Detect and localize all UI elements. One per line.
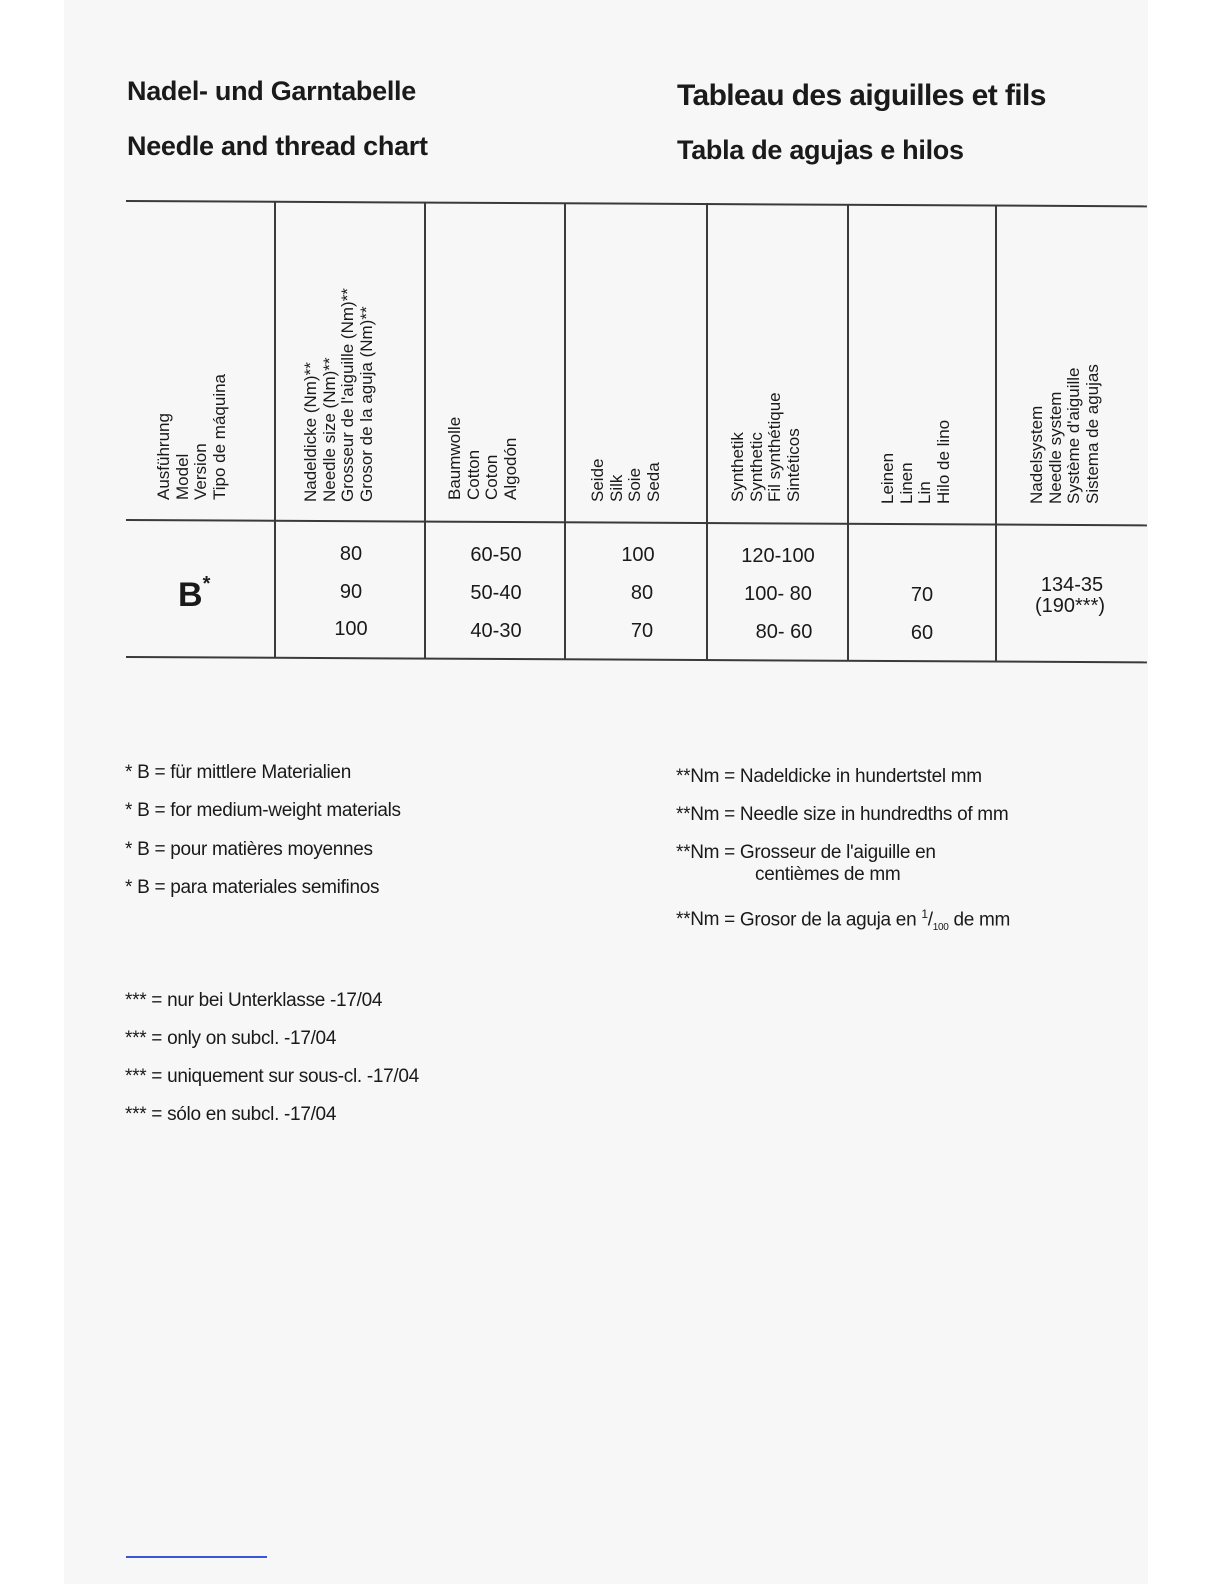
header-line: Soie [625,467,644,502]
footnote-line [125,990,382,1012]
footnote-key: * B [125,839,150,860]
synthetic-value: 120-100 [741,545,815,567]
footnote-eq: = [151,1104,163,1125]
silk-value: 100 [621,544,655,566]
model-cell [178,572,211,615]
header-line: Needle system [1045,391,1065,504]
needle-system-value: 134-35 [1040,574,1104,596]
header-line: Sintéticos [783,428,803,502]
footnote-text: pour matières moyennes [170,839,373,860]
footnote-line [676,766,982,788]
footnote-text: Grosseur de l'aiguille en [739,842,936,863]
header-synthetic [729,392,803,502]
footnote-key: * B [125,800,150,821]
header-line: Linen [896,462,916,504]
footnote-key: *** [125,1066,147,1087]
header-line: Sistema de agujas [1082,364,1102,504]
title-german: Nadel- und Garntabelle [127,76,416,106]
header-line: Hilo de lino [933,419,953,504]
header-line: Coton [482,454,501,500]
footnote-eq: = [151,1028,163,1049]
header-line: Algodón [500,437,520,500]
header-line: Baumwolle [445,416,464,500]
footnote-line: **Nm = Grosor de la aguja en $^1/_{100}$ de mm [676,907,1011,934]
footnote-eq: = [724,842,735,863]
header-needle-size [302,288,376,502]
footnote-key: * B [125,762,150,783]
footnote-eq: = [151,990,163,1011]
footnote-key: **Nm [676,909,720,931]
header-line: Version [191,443,210,500]
header-line: Seda [643,462,663,502]
footnote-key: **Nm [676,766,720,787]
footnote-line [676,842,936,864]
footnote-continuation: centièmes de mm [755,864,901,885]
page-background [64,0,1148,1584]
footnote-text: nur bei Unterklasse -17/04 [167,990,383,1011]
header-line: Needle size (Nm)** [319,357,339,502]
footnote-eq: = [151,1066,163,1087]
footnote-line [125,762,351,784]
cotton-value: 50-40 [470,582,522,604]
title-english: Needle and thread chart [127,131,428,161]
footnote-text: Needle size in hundredths of mm [739,804,1009,825]
header-needle-system [1028,364,1102,504]
footnote-key: **Nm [676,804,720,825]
header-line: Système d'aiguille [1064,367,1083,504]
header-model [155,374,229,500]
needle-size-value: 90 [339,581,363,603]
model-label: B [178,576,203,614]
footnote-text: for medium-weight materials [170,800,401,821]
cotton-value: 60-50 [470,544,522,566]
footnote-line [125,800,401,822]
header-line: Grosor de la aguja (Nm)** [356,306,376,502]
linen-value: 60 [910,622,934,644]
header-line: Cotton [463,449,483,500]
footnote-line [125,1066,419,1088]
fraction-numerator: 1 [921,907,928,921]
footnote-line [125,877,379,899]
header-line: Model [172,453,192,500]
linen-value: 70 [910,584,934,606]
footnote-eq: = [154,762,166,783]
footnote-key: *** [125,1028,147,1049]
header-line: Nadelsystem [1027,405,1046,504]
footnote-text: only on subcl. -17/04 [167,1028,337,1049]
footnote-key: *** [125,1104,147,1125]
footnote-line [125,1104,336,1126]
footnote-key: *** [125,990,147,1011]
needle-size-value: 80 [339,543,363,565]
footnote-text: uniquement sur sous-cl. -17/04 [167,1066,419,1087]
footnote-eq: = [154,839,166,860]
header-line: Lin [915,481,934,504]
footnote-text: für mittlere Materialien [170,762,351,783]
header-line: Fil synthétique [765,392,784,502]
footnote-eq: = [724,766,735,787]
footnote-text: sólo en subcl. -17/04 [167,1104,337,1125]
silk-value: 80 [630,582,654,604]
footnote-eq: = [154,800,166,821]
needle-size-value: 100 [334,618,368,640]
header-line: Seide [588,458,607,502]
footnote-eq: = [154,877,166,898]
header-silk [589,459,663,502]
footnote-eq: = [724,909,735,931]
footnote-line [676,804,1008,826]
header-line: Nadeldicke (Nm)** [301,362,320,502]
fraction-denominator: 100 [932,922,949,934]
header-line: Synthetik [728,432,747,502]
title-spanish: Tabla de agujas e hilos [677,135,964,165]
footnote-key: **Nm [676,842,720,863]
header-cotton [446,417,520,500]
footnote-text: de mm [953,909,1011,931]
model-footnote-mark: * [202,572,211,595]
footnote-text: Nadeldicke in hundertstel mm [739,766,982,787]
synthetic-value: 80- 60 [755,621,813,643]
synthetic-value: 100- 80 [744,583,812,605]
footnote-line [125,839,373,861]
footnote-text: Grosor de la aguja en [739,909,917,931]
header-line: Tipo de máquina [209,373,229,500]
header-linen [879,420,953,504]
cotton-value: 40-30 [470,620,522,642]
footnote-key: * B [125,877,150,898]
header-line: Leinen [878,452,897,504]
title-french: Tableau des aiguilles et fils [677,79,1046,112]
header-line: Ausführung [154,413,173,500]
footnote-text: para materiales semifinos [170,877,380,898]
header-line: Silk [606,474,626,502]
needle-system-value: (190***) [1034,595,1106,617]
header-line: Grosseur de l'aiguille (Nm)** [338,288,357,502]
footnote-eq: = [724,804,735,825]
silk-value: 70 [630,620,654,642]
footnote-line [125,1028,336,1050]
header-line: Synthetic [746,432,766,502]
footer-rule [126,1556,267,1558]
